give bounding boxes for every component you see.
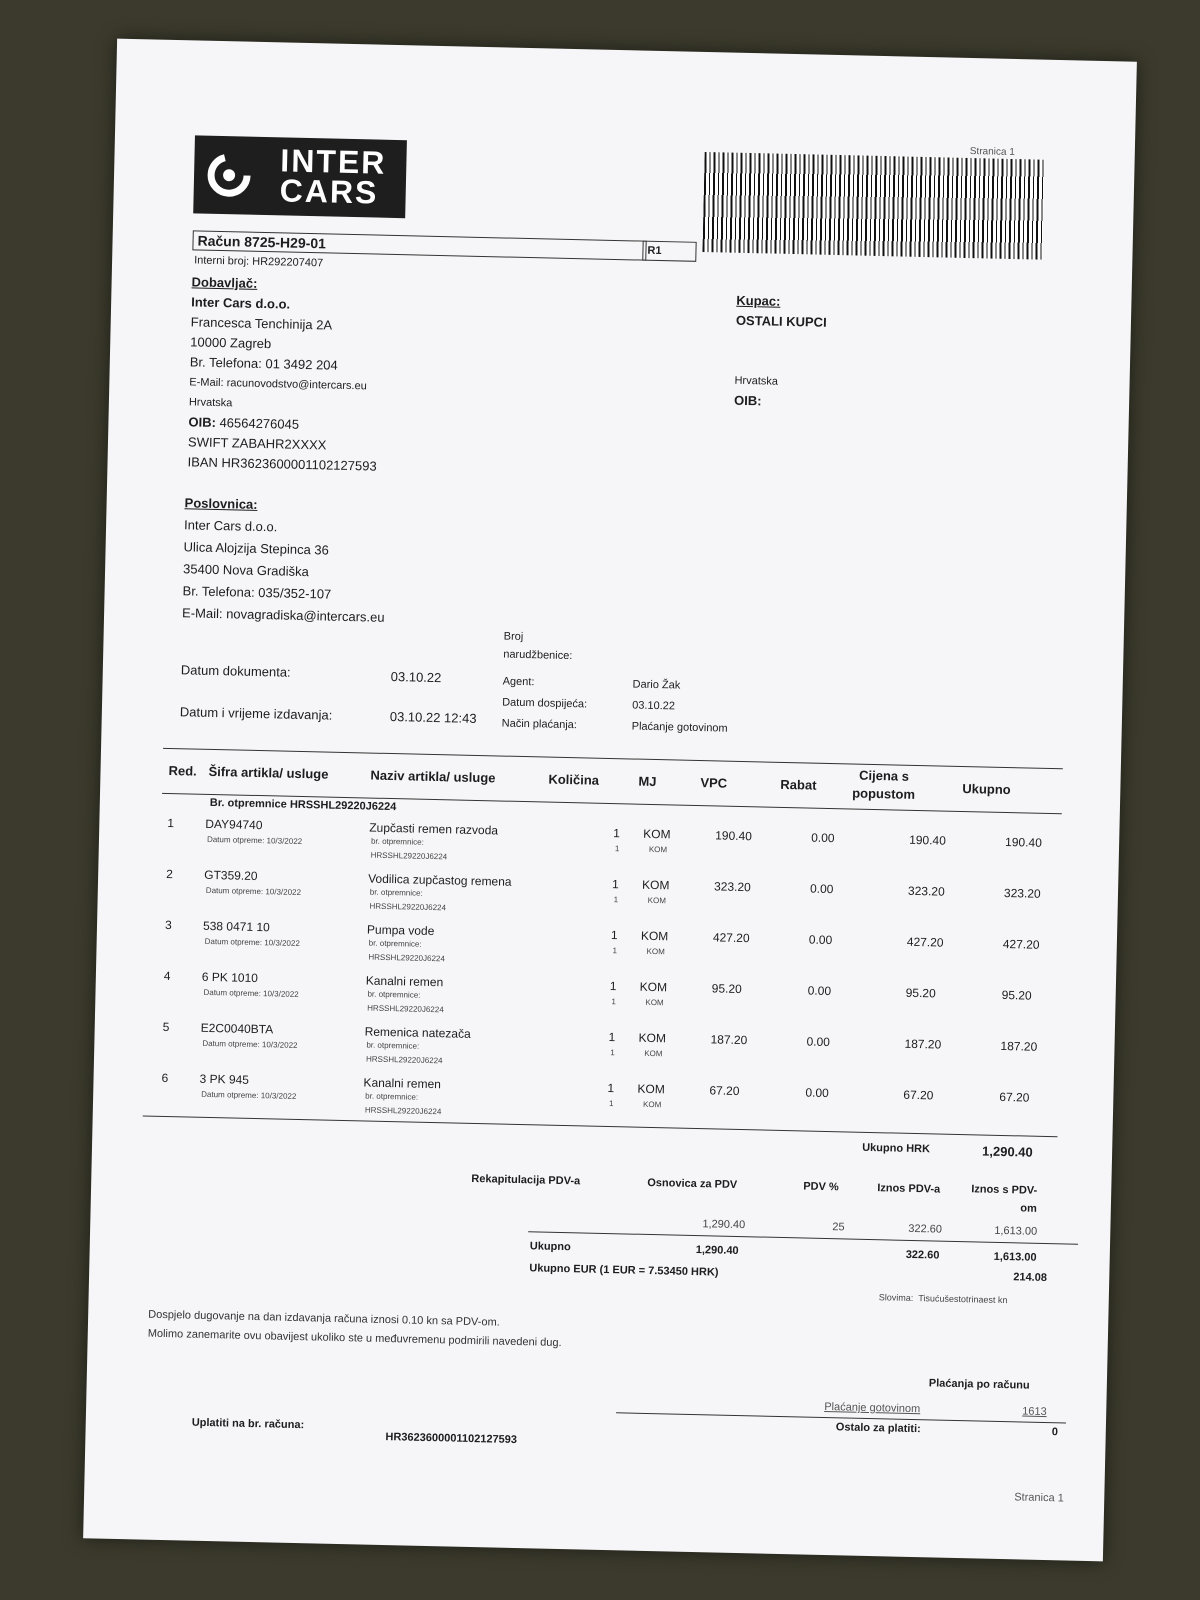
row-rabat: 0.00 <box>808 932 833 948</box>
vat-amount: 322.60 <box>908 1222 943 1236</box>
row-note-number: HRSSHL29220J6224 <box>370 850 448 862</box>
branch-block <box>182 492 387 629</box>
due-date: 03.10.22 <box>632 699 676 713</box>
row-price: 323.20 <box>907 883 945 899</box>
row-unit: KOM <box>643 826 671 842</box>
row-dispatch-date: Datum otpreme: 10/3/2022 <box>203 987 299 999</box>
logo-text: INTER CARS <box>279 142 387 211</box>
row-qty-sub: 1 <box>610 1048 615 1058</box>
remaining-label: Ostalo za platiti: <box>835 1421 921 1436</box>
row-qty: 1 <box>607 1081 615 1096</box>
row-note-label: br. otpremnice: <box>368 938 422 949</box>
row-qty: 1 <box>608 1030 616 1045</box>
row-unit: KOM <box>639 979 668 995</box>
delivery-note-number: Br. otpremnice HRSSHL29220J6224 <box>209 796 397 814</box>
agent-name: Dario Žak <box>632 678 681 692</box>
total-hrk-label: Ukupno HRK <box>862 1141 931 1156</box>
supplier-phone: Br. Telefona: 01 3492 204 <box>189 354 338 373</box>
row-qty: 1 <box>609 979 617 994</box>
branch-city: 35400 Nova Gradiška <box>182 561 310 580</box>
buyer-name: OSTALI KUPCI <box>735 312 827 330</box>
buyer-country: Hrvatska <box>734 374 779 388</box>
supplier-name: Inter Cars d.o.o. <box>191 294 291 312</box>
row-unit: KOM <box>640 928 669 944</box>
row-total: 427.20 <box>1002 936 1040 952</box>
row-rabat: 0.00 <box>807 983 832 999</box>
row-dispatch-date: Datum otpreme: 10/3/2022 <box>205 885 302 898</box>
vat-rate: 25 <box>832 1221 845 1234</box>
row-code: 6 PK 1010 <box>201 969 259 986</box>
col-vpc: VPC <box>700 775 728 791</box>
buyer-heading: Kupac: <box>736 292 781 309</box>
row-note-label: br. otpremnice: <box>369 887 423 898</box>
eur-value: 214.08 <box>1013 1271 1048 1285</box>
supplier-oib-label: OIB: <box>188 414 217 430</box>
row-unit-sub: KOM <box>648 844 668 855</box>
row-qty: 1 <box>613 826 621 841</box>
row-note-label: br. otpremnice: <box>367 989 421 1000</box>
vat-sum-total: 1,613.00 <box>993 1250 1037 1264</box>
row-name: Vodilica zupčastog remena <box>367 871 512 889</box>
row-vpc: 187.20 <box>710 1032 748 1048</box>
row-dispatch-date: Datum otpreme: 10/3/2022 <box>204 936 300 948</box>
branch-name: Inter Cars d.o.o. <box>183 517 278 535</box>
row-note-number: HRSSHL29220J6224 <box>365 1054 443 1066</box>
row-name: Zupčasti remen razvoda <box>369 820 499 838</box>
row-number: 3 <box>164 917 172 933</box>
vat-sum-base: 1,290.40 <box>695 1244 739 1258</box>
doc-date: 03.10.22 <box>390 668 442 686</box>
invoice-paper <box>83 39 1137 1562</box>
row-unit-sub: KOM <box>644 1048 663 1059</box>
row-unit-sub: KOM <box>645 997 664 1008</box>
vat-col-total: Iznos s PDV- om <box>971 1183 1038 1215</box>
branch-street: Ulica Alojzija Stepinca 36 <box>183 539 330 558</box>
supplier-iban: IBAN HR3623600001102127593 <box>187 454 377 474</box>
row-number: 5 <box>162 1019 170 1035</box>
branch-email: E-Mail: novagradiska@intercars.eu <box>181 605 385 625</box>
total-hrk-value: 1,290.40 <box>981 1143 1033 1160</box>
row-unit-sub: KOM <box>646 946 665 957</box>
row-qty-sub: 1 <box>611 997 616 1007</box>
supplier-oib: 46564276045 <box>219 415 300 432</box>
pay-to-iban: HR3623600001102127593 <box>385 1431 518 1447</box>
vat-sum-label: Ukupno <box>529 1240 571 1254</box>
vat-col-amount: Iznos PDV-a <box>877 1182 941 1196</box>
invoice-number: Račun 8725-H29-01 <box>192 230 646 260</box>
row-price: 67.20 <box>903 1087 934 1103</box>
col-sifra: Šifra artikla/ usluge <box>208 763 329 782</box>
table-bottom-line <box>143 1115 1058 1137</box>
supplier-email: E-Mail: racunovodstvo@intercars.eu <box>189 376 367 393</box>
row-unit-sub: KOM <box>647 895 667 906</box>
supplier-swift: SWIFT ZABAHR2XXXX <box>187 434 327 453</box>
row-vpc: 427.20 <box>712 930 750 946</box>
row-rabat: 0.00 <box>805 1085 829 1101</box>
row-dispatch-date: Datum otpreme: 10/3/2022 <box>201 1089 297 1101</box>
col-mj: MJ <box>638 773 657 790</box>
row-unit: KOM <box>637 1081 665 1097</box>
row-total: 323.20 <box>1003 885 1041 901</box>
row-qty-sub: 1 <box>609 1099 614 1109</box>
row-rabat: 0.00 <box>811 830 835 846</box>
payment-amount: 1613 <box>1022 1405 1047 1419</box>
row-qty-sub: 1 <box>612 946 618 956</box>
branch-heading: Poslovnica: <box>184 495 258 512</box>
row-name: Kanalni remen <box>365 973 444 990</box>
issue-datetime: 03.10.22 12:43 <box>389 708 477 726</box>
vat-col-base: Osnovica za PDV <box>647 1176 738 1191</box>
row-code: 3 PK 945 <box>199 1071 250 1087</box>
vat-total: 1,613.00 <box>994 1224 1038 1238</box>
row-number: 6 <box>161 1070 169 1086</box>
page-number-top: Stranica 1 <box>969 145 1015 159</box>
issue-label: Datum i vrijeme izdavanja: <box>179 704 333 723</box>
row-rabat: 0.00 <box>806 1034 831 1050</box>
vat-sum-amount: 322.60 <box>905 1248 940 1262</box>
2d-barcode <box>702 152 1044 260</box>
internal-number: Interni broj: HR292207407 <box>193 254 324 270</box>
row-total: 67.20 <box>999 1089 1030 1105</box>
col-ukupno: Ukupno <box>962 780 1011 798</box>
pay-to-label: Uplatiti na br. računa: <box>191 1416 305 1432</box>
row-total: 95.20 <box>1001 987 1032 1003</box>
row-name: Kanalni remen <box>363 1075 442 1092</box>
col-cijena: Cijena s popustom <box>852 767 916 802</box>
row-code: E2C0040BTA <box>200 1020 274 1037</box>
row-price: 427.20 <box>906 934 944 950</box>
row-name: Remenica natezača <box>364 1024 471 1041</box>
row-number: 1 <box>167 815 175 831</box>
supplier-country: Hrvatska <box>188 396 233 410</box>
row-vpc: 323.20 <box>713 879 751 895</box>
row-qty-sub: 1 <box>613 895 619 905</box>
payment-method: Plaćanje gotovinom <box>631 720 728 735</box>
supplier-block <box>187 272 381 476</box>
row-dispatch-date: Datum otpreme: 10/3/2022 <box>202 1038 298 1050</box>
row-note-label: br. otpremnice: <box>370 836 425 847</box>
payment-label: Način plaćanja: <box>501 717 578 732</box>
debt-notice: Dospjelo dugovanje na dan izdavanja računa iznosi 0.10 kn sa PDV-om. Molimo zanemarite ovu obavijest ukoliko ste u međuvremenu podmirili navedeni dug. <box>147 1308 562 1350</box>
row-note-number: HRSSHL29220J6224 <box>369 901 447 913</box>
row-rabat: 0.00 <box>809 881 834 897</box>
meta-labels <box>501 672 587 737</box>
due-label: Datum dospijeća: <box>502 696 588 711</box>
supplier-city: 10000 Zagreb <box>190 334 272 352</box>
order-number-label: Broj narudžbenice: <box>503 630 573 663</box>
row-price: 190.40 <box>909 832 947 848</box>
row-vpc: 95.20 <box>711 981 742 997</box>
row-note-number: HRSSHL29220J6224 <box>364 1105 442 1117</box>
row-vpc: 190.40 <box>715 828 753 844</box>
vat-col-rate: PDV % <box>803 1180 839 1194</box>
row-price: 95.20 <box>905 985 936 1001</box>
buyer-oib-label: OIB: <box>733 392 762 409</box>
row-code: 538 0471 10 <box>202 918 270 935</box>
page-number-bottom: Stranica 1 <box>1014 1491 1064 1505</box>
payment-method-line: Plaćanje gotovinom <box>824 1401 921 1416</box>
vat-base: 1,290.40 <box>702 1218 746 1232</box>
buyer-block <box>734 291 827 413</box>
intercars-logo <box>193 135 407 218</box>
agent-label: Agent: <box>502 675 535 689</box>
row-note-number: HRSSHL29220J6224 <box>368 952 445 964</box>
row-vpc: 67.20 <box>709 1083 740 1099</box>
logo-mark-icon <box>204 150 255 201</box>
amount-in-words: Slovima: Tisućušestotrinaest kn <box>878 1292 1008 1306</box>
row-unit: KOM <box>638 1030 667 1046</box>
meta-values <box>631 674 728 739</box>
row-name: Pumpa vode <box>366 922 435 939</box>
row-code: GT359.20 <box>204 867 258 884</box>
supplier-heading: Dobavljač: <box>191 274 258 291</box>
col-kolicina: Količina <box>548 771 600 788</box>
branch-phone: Br. Telefona: 035/352-107 <box>182 583 332 602</box>
row-price: 187.20 <box>904 1036 942 1052</box>
vat-heading: Rekapitulacija PDV-a <box>471 1172 581 1188</box>
row-code: DAY94740 <box>205 816 263 833</box>
payments-heading: Plaćanja po računu <box>928 1377 1030 1392</box>
row-dispatch-date: Datum otpreme: 10/3/2022 <box>206 834 303 847</box>
col-red: Red. <box>168 762 197 779</box>
eur-label: Ukupno EUR (1 EUR = 7.53450 HRK) <box>529 1262 719 1279</box>
row-qty-sub: 1 <box>614 844 620 854</box>
supplier-street: Francesca Tenchinija 2A <box>190 314 333 333</box>
row-note-label: br. otpremnice: <box>365 1091 419 1102</box>
row-total: 190.40 <box>1004 834 1043 850</box>
col-naziv: Naziv artikla/ usluge <box>370 767 496 786</box>
row-total: 187.20 <box>1000 1038 1038 1054</box>
row-note-number: HRSSHL29220J6224 <box>367 1003 444 1015</box>
row-number: 4 <box>163 968 171 984</box>
row-unit-sub: KOM <box>643 1099 662 1110</box>
row-unit: KOM <box>641 877 670 893</box>
doc-date-label: Datum dokumenta: <box>180 662 291 680</box>
row-number: 2 <box>166 866 174 882</box>
invoice-type: R1 <box>642 241 696 262</box>
remaining-value: 0 <box>1051 1426 1059 1439</box>
row-note-label: br. otpremnice: <box>366 1040 420 1051</box>
row-qty: 1 <box>611 877 619 892</box>
col-rabat: Rabat <box>780 776 817 793</box>
row-qty: 1 <box>610 928 618 943</box>
